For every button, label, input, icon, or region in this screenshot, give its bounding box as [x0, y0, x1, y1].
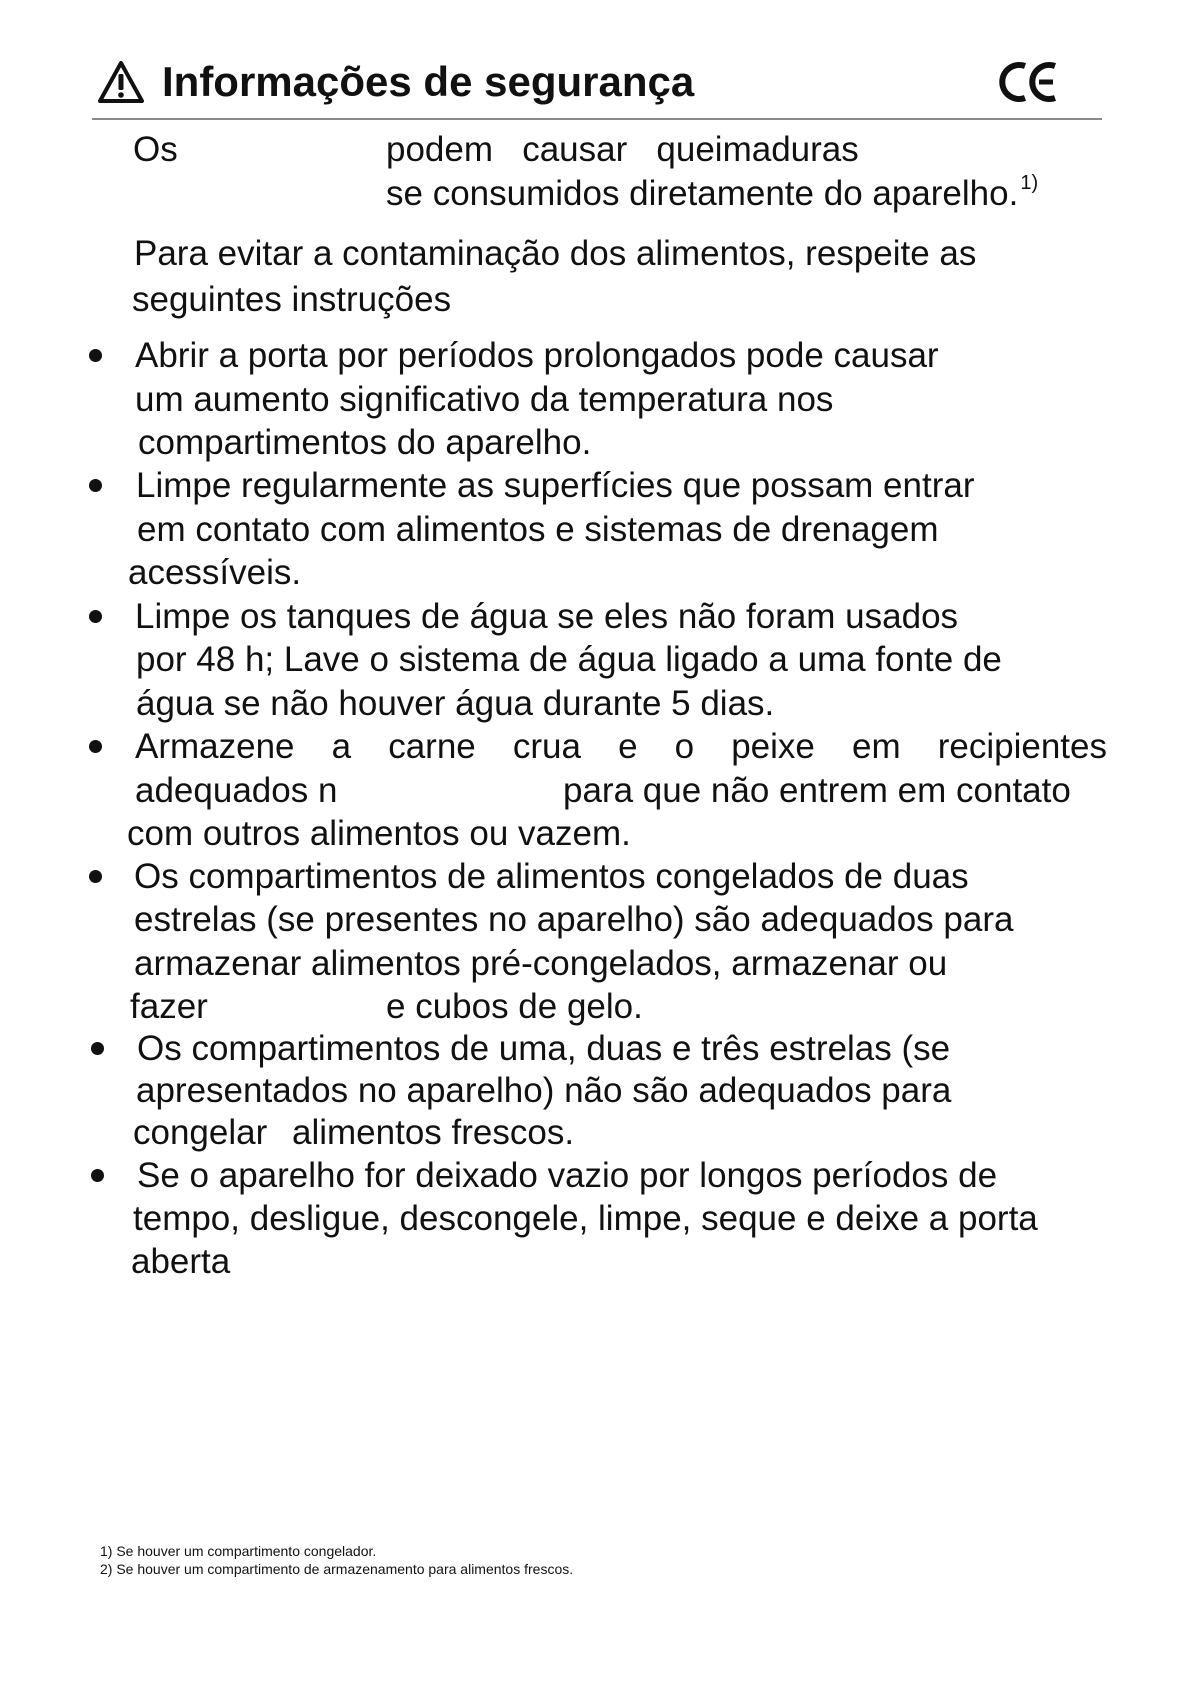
intro-line-1-end: podem causar queimaduras — [386, 130, 859, 169]
bullet-dot — [89, 349, 102, 362]
bullet-5-line-4-start: fazer — [130, 987, 208, 1026]
bullet-7-line-3: aberta — [131, 1242, 231, 1281]
bullet-5-line-4-end: e cubos de gelo. — [386, 987, 643, 1026]
bullet-5-line-2: estrelas (se presentes no aparelho) são adequados para — [134, 900, 1014, 939]
bullet-7-line-2: tempo, desligue, descongele, limpe, seque e deixe a porta — [133, 1199, 1038, 1238]
bullet-2-line-2: em contato com alimentos e sistemas de drenagem — [137, 510, 939, 549]
bullet-6-line-3-end: alimentos frescos. — [292, 1113, 575, 1152]
bullet-6-line-3-start: congelar — [133, 1113, 268, 1152]
footnote-1: 1) Se houver um compartimento congelador. — [100, 1543, 377, 1559]
footnote-ref-1: 1) — [1020, 172, 1039, 194]
bullet-5-line-1: Os compartimentos de alimentos congelados de duas — [134, 857, 969, 896]
bullet-3-line-3: água se não houver água durante 5 dias. — [136, 684, 775, 723]
bullet-5-line-3: armazenar alimentos pré-congelados, armazenar ou — [134, 944, 948, 983]
footnote-2: 2) Se houver um compartimento de armazenamento para alimentos frescos. — [100, 1561, 574, 1577]
bullet-3-line-1: Limpe os tanques de água se eles não foram usados — [135, 597, 959, 636]
bullet-7-line-1: Se o aparelho for deixado vazio por longos períodos de — [137, 1156, 998, 1195]
bullet-dot — [89, 610, 102, 623]
bullet-2-line-3: acessíveis. — [128, 553, 302, 592]
intro-line-2: se consumidos diretamente do aparelho. $^{1)}$ — [386, 172, 1039, 213]
bullet-4-line-3: com outros alimentos ou vazem. — [127, 814, 631, 853]
bullet-3-line-2: por 48 h; Lave o sistema de água ligado a uma fonte de — [136, 640, 1002, 679]
bullet-2-line-1: Limpe regularmente as superfícies que possam entrar — [136, 466, 975, 505]
bullet-1-line-3: compartimentos do aparelho. — [138, 423, 592, 462]
bullet-dot — [89, 870, 102, 883]
bullet-6-line-1: Os compartimentos de uma, duas e três estrelas (se — [137, 1029, 951, 1068]
page-header — [92, 52, 1102, 120]
paragraph-line-1: Para evitar a contaminação dos alimentos, respeite as — [134, 234, 977, 273]
intro-line-1-start: Os — [133, 130, 178, 169]
bullet-1-line-1: Abrir a porta por períodos prolongados pode causar — [135, 336, 939, 375]
bullet-dot — [91, 1042, 104, 1055]
warning-triangle-icon — [97, 60, 145, 104]
bullet-dot — [89, 479, 102, 492]
paragraph-line-2: seguintes instruções — [132, 280, 452, 319]
page-title: Informações de segurança — [162, 58, 695, 105]
bullet-6-line-2: apresentados no aparelho) não são adequados para — [136, 1071, 952, 1110]
bullet-4-line-2-end: para que não entrem em contato — [563, 771, 1071, 810]
bullet-dot — [89, 740, 102, 753]
ce-mark-icon — [997, 60, 1061, 104]
bullet-dot — [91, 1169, 104, 1182]
bullet-1-line-2: um aumento significativo da temperatura nos — [135, 380, 834, 419]
bullet-4-line-2-start: adequados n — [135, 771, 338, 810]
bullet-4-line-1: Armazene a carne crua e o peixe em recipientes — [135, 727, 1107, 766]
